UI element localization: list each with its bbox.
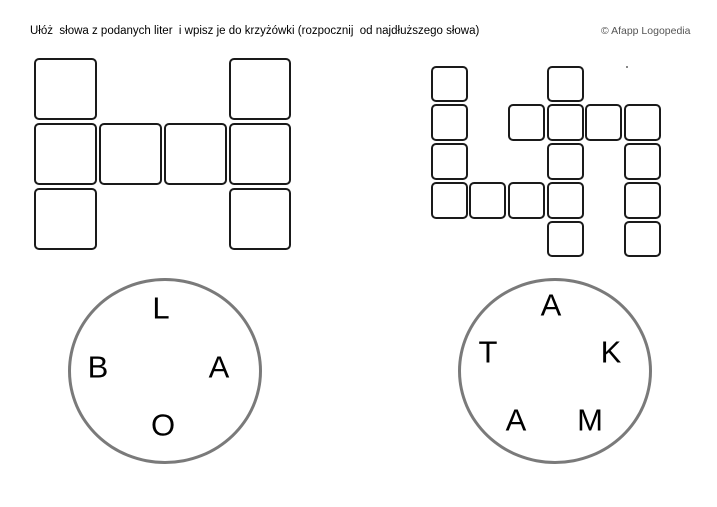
letter-tile[interactable]: M <box>577 402 603 438</box>
crossword-cell[interactable] <box>624 104 661 141</box>
crossword-cell[interactable] <box>547 221 584 257</box>
letter-tile[interactable]: A <box>540 287 562 323</box>
crossword-cell[interactable] <box>624 143 661 180</box>
crossword-cell[interactable] <box>624 221 661 257</box>
crossword-cell[interactable] <box>508 104 545 141</box>
crossword-cell[interactable] <box>469 182 506 219</box>
crossword-cell[interactable] <box>431 143 468 180</box>
stray-dot <box>626 66 628 68</box>
crossword-cell[interactable] <box>229 188 291 250</box>
crossword-cell[interactable] <box>229 58 291 120</box>
letter-tile[interactable]: T <box>478 334 498 370</box>
crossword-cell[interactable] <box>547 66 584 102</box>
crossword-cell[interactable] <box>431 104 468 141</box>
crossword-cell[interactable] <box>34 58 97 120</box>
letter-tile[interactable]: L <box>152 290 170 326</box>
crossword-cell[interactable] <box>99 123 162 185</box>
copyright-credit: © Afapp Logopedia <box>601 25 691 37</box>
letter-tile[interactable]: A <box>505 402 527 438</box>
crossword-cell[interactable] <box>585 104 622 141</box>
crossword-cell[interactable] <box>34 123 97 185</box>
crossword-cell[interactable] <box>508 182 545 219</box>
crossword-cell[interactable] <box>624 182 661 219</box>
instruction-text: Ułóż słowa z podanych liter i wpisz je do krzyżówki (rozpocznij od najdłuższego słowa) <box>30 25 480 37</box>
crossword-cell[interactable] <box>164 123 227 185</box>
letter-tile[interactable]: A <box>208 349 230 385</box>
crossword-cell[interactable] <box>34 188 97 250</box>
crossword-cell[interactable] <box>431 66 468 102</box>
crossword-cell[interactable] <box>229 123 291 185</box>
crossword-cell[interactable] <box>547 182 584 219</box>
crossword-cell[interactable] <box>431 182 468 219</box>
letter-tile[interactable]: K <box>600 334 622 370</box>
letter-tile[interactable]: B <box>87 349 109 385</box>
letter-tile[interactable]: O <box>150 407 176 443</box>
crossword-cell[interactable] <box>547 104 584 141</box>
crossword-cell[interactable] <box>547 143 584 180</box>
